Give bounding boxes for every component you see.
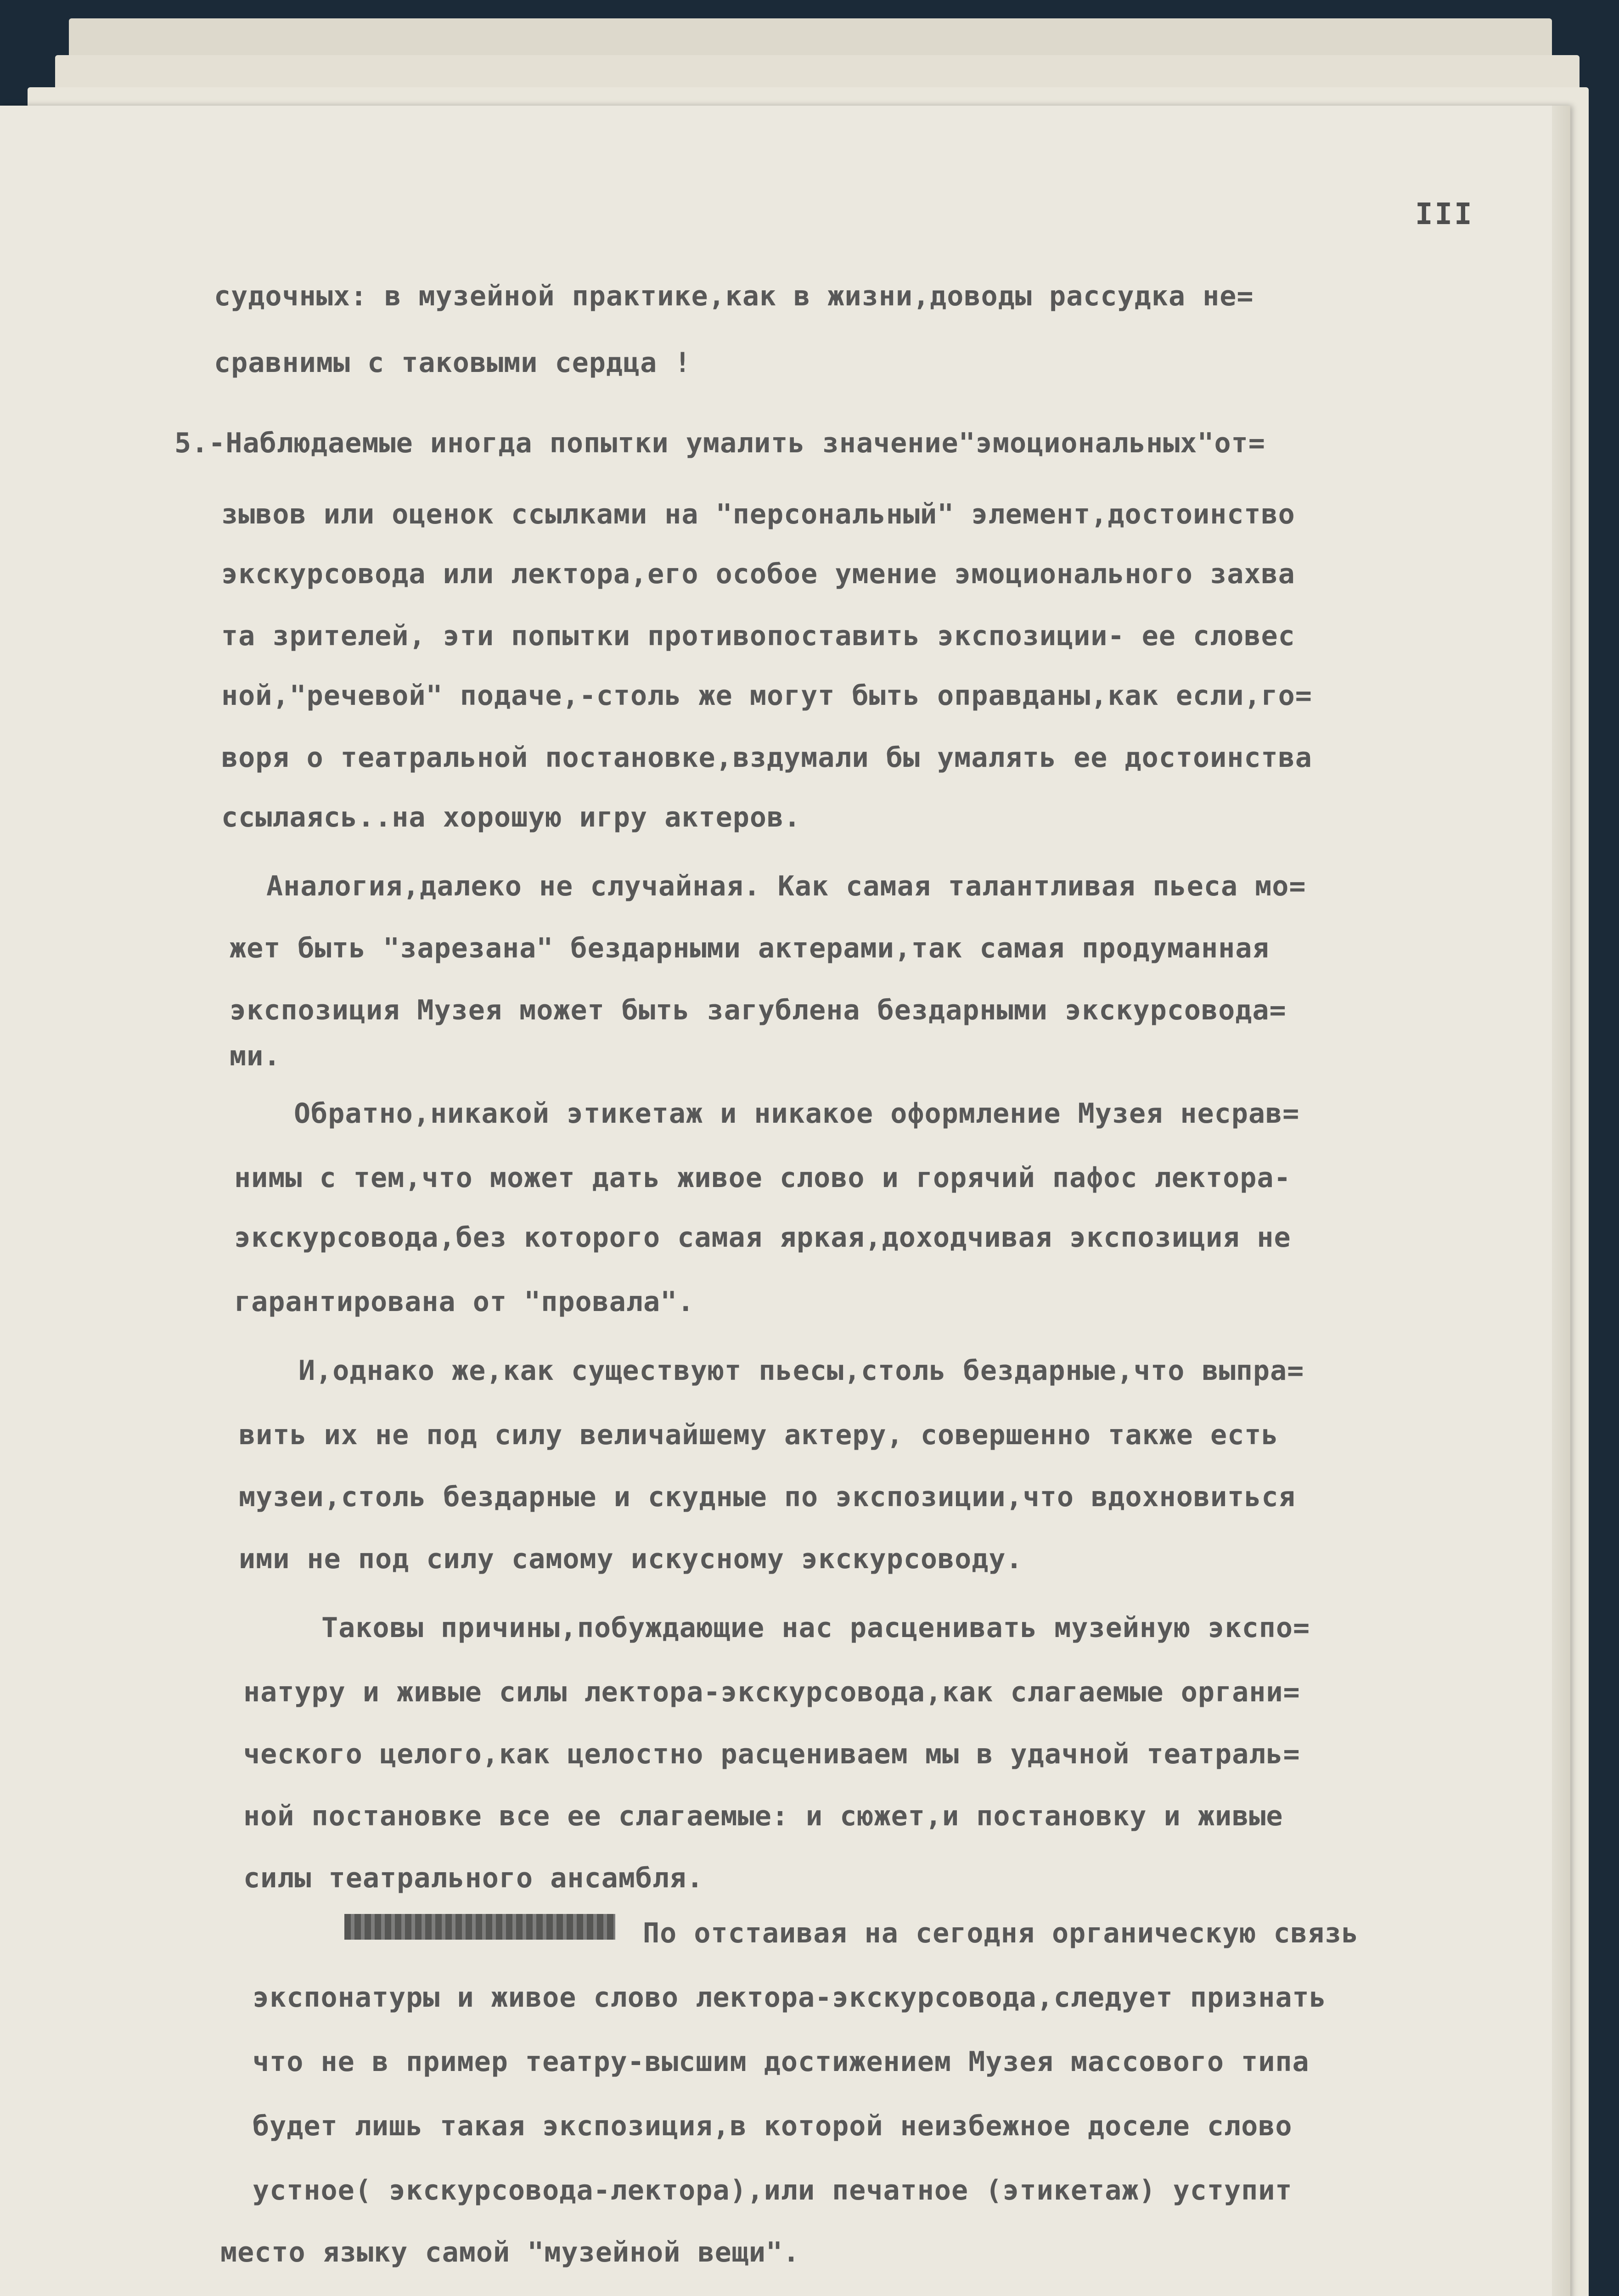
text-line: 5.-Наблюдаемые иногда попытки умалить значение"эмоциональных"от= [174,427,1265,459]
text-line: экскурсовода,без которого самая яркая,доходчивая экспозиция не [234,1221,1291,1254]
text-line: ми. [230,1040,281,1072]
text-line: И,однако же,как существуют пьесы,столь бездарные,что выпра= [298,1355,1304,1387]
text-line: устное( экскурсовода-лектора),или печатное (этикетаж) уступит [253,2174,1293,2206]
text-line: Аналогия,далеко не случайная. Как самая талантливая пьеса мо= [266,870,1306,902]
text-line: Обратно,никакой этикетаж и никакое оформление Музея несрав= [294,1097,1300,1130]
page-number: III [1415,197,1474,231]
text-line: гарантирована от "провала". [234,1286,695,1318]
text-line: ческого целого,как целостно расцениваем мы в удачной театраль= [243,1738,1300,1770]
text-line: натуру и живые силы лектора-экскурсовода,как слагаемые органи= [243,1676,1300,1708]
text-line: та зрителей, эти попытки противопоставить экспозиции- ее словес [221,620,1295,652]
text-line: экскурсовода или лектора,его особое умение эмоционального захва [221,558,1295,590]
text-line: зывов или оценок ссылками на "персональный" элемент,достоинство [221,498,1295,530]
text-line: воря о театральной постановке,вздумали бы умалять ее достоинства [221,742,1312,774]
text-line: место языку самой "музейной вещи". [220,2236,800,2268]
text-line: экспозиция Музея может быть загублена бездарными экскурсовода= [230,994,1287,1026]
text-line: Таковы причины,побуждающие нас расценивать музейную экспо= [321,1612,1310,1644]
text-line: будет лишь такая экспозиция,в которой неизбежное доселе слово [253,2110,1293,2142]
text-line: жет быть "зарезана" бездарными актерами,так самая продуманная [230,932,1270,964]
text-line: что не в пример театру-высшим достижением Музея массового типа [253,2046,1310,2078]
text-line: ссылаясь..на хорошую игру актеров. [221,801,801,833]
text-line: вить их не под силу величайшему актеру, совершенно также есть [239,1419,1279,1451]
text-line: ими не под силу самому искусному экскурсоводу. [239,1543,1023,1575]
struck-out-text [344,1914,615,1940]
text-line: сравнимы с таковыми сердца ! [214,347,691,379]
page-edge [1552,106,1570,2296]
text-line: ной,"речевой" подаче,-столь же могут быть оправданы,как если,го= [221,680,1312,712]
text-line: музеи,столь бездарные и скудные по экспозиции,что вдохновиться [239,1481,1296,1513]
text-line: судочных: в музейной практике,как в жизни,доводы рассудка не= [214,280,1254,312]
text-line: ной постановке все ее слагаемые: и сюжет,и постановку и живые [243,1800,1283,1832]
text-line: экспонатуры и живое слово лектора-экскурсовода,следует признать [253,1981,1327,2014]
text-line: По отстаивая на сегодня органическую связь [643,1917,1359,1949]
text-line: нимы с тем,что может дать живое слово и горячий пафос лектора- [234,1162,1291,1194]
text-line: силы театрального ансамбля. [243,1862,704,1894]
typescript-page [0,106,1570,2296]
